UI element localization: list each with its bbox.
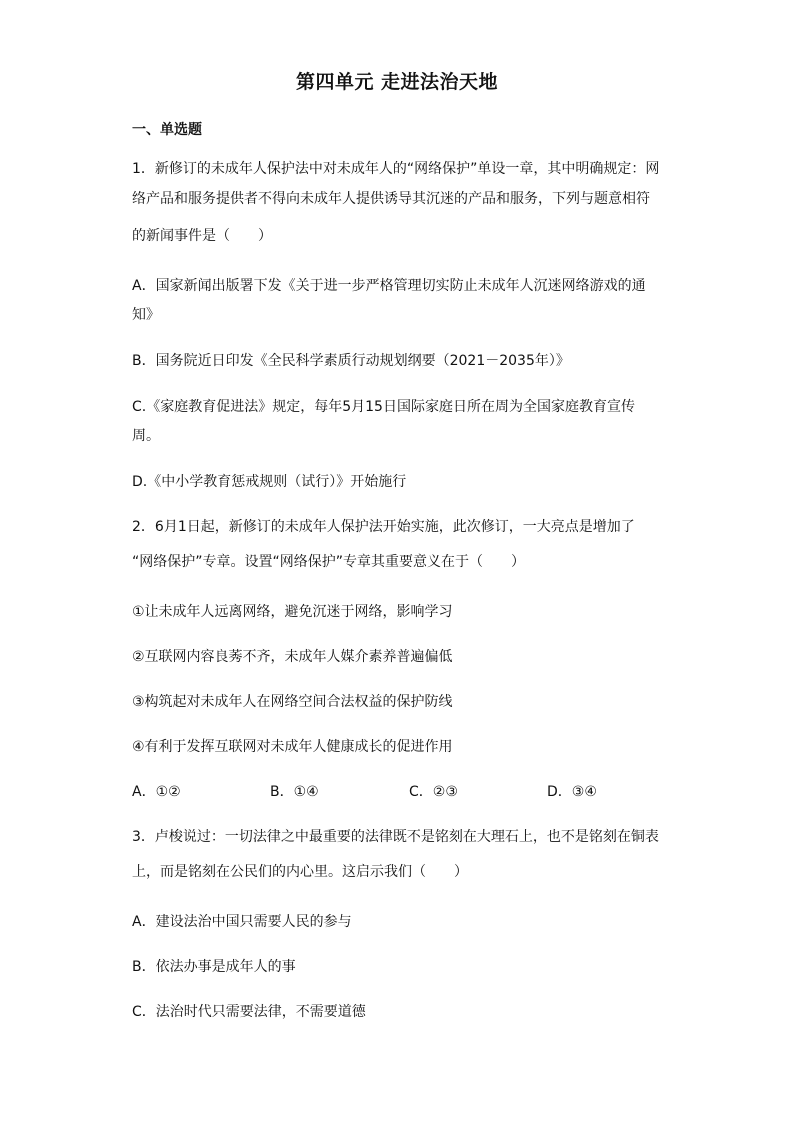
question-2-option-b: B．①④ <box>270 784 319 800</box>
question-1-stem-line: 1．新修订的未成年人保护法中对未成年人的“网络保护”单设一章，其中明确规定：网 <box>132 161 660 177</box>
question-1-stem-line: 的新闻事件是（ ） <box>132 228 272 244</box>
question-2-stem-line: “网络保护”专章。设置“网络保护”专章其重要意义在于（ ） <box>132 554 526 570</box>
question-1-stem-line: 络产品和服务提供者不得向未成年人提供诱导其沉迷的产品和服务，下列与题意相符 <box>132 191 650 207</box>
question-2-statement-2: ②互联网内容良莠不齐，未成年人媒介素养普遍偏低 <box>132 649 453 665</box>
question-1-option-d: D.《中小学教育惩戒规则（试行）》开始施行 <box>132 474 407 490</box>
question-3-option-c: C．法治时代只需要法律，不需要道德 <box>132 1004 366 1020</box>
question-3-option-b: B．依法办事是成年人的事 <box>132 959 296 975</box>
page-title: 第四单元 走进法治天地 <box>295 71 499 93</box>
question-3-stem-line: 上，而是铭刻在公民们的内心里。这启示我们（ ） <box>132 864 468 880</box>
question-2-option-c: C．②③ <box>409 784 458 800</box>
question-1-option-c-continued: 周。 <box>132 428 160 444</box>
question-2-statement-1: ①让未成年人远离网络，避免沉迷于网络，影响学习 <box>132 604 453 620</box>
question-2-statement-3: ③构筑起对未成年人在网络空间合法权益的保护防线 <box>132 694 453 710</box>
question-2-stem-line: 2．6月1日起，新修订的未成年人保护法开始实施，此次修订，一大亮点是增加了 <box>132 519 635 535</box>
question-2-option-a: A．①② <box>132 784 181 800</box>
question-1-option-c: C.《家庭教育促进法》规定，每年5月15日国际家庭日所在周为全国家庭教育宣传 <box>132 399 635 415</box>
question-2-option-d: D．③④ <box>547 784 597 800</box>
section-heading: 一、单选题 <box>132 122 202 138</box>
question-1-option-a-continued: 知》 <box>132 307 160 323</box>
question-3-stem-line: 3．卢梭说过：一切法律之中最重要的法律既不是铭刻在大理石上，也不是铭刻在铜表 <box>132 829 659 845</box>
question-3-option-a: A．建设法治中国只需要人民的参与 <box>132 914 352 930</box>
question-1-option-a: A．国家新闻出版署下发《关于进一步严格管理切实防止未成年人沉迷网络游戏的通 <box>132 278 646 294</box>
question-1-option-b: B．国务院近日印发《全民科学素质行动规划纲要（2021－2035年）》 <box>132 353 570 369</box>
question-2-statement-4: ④有利于发挥互联网对未成年人健康成长的促进作用 <box>132 739 453 755</box>
